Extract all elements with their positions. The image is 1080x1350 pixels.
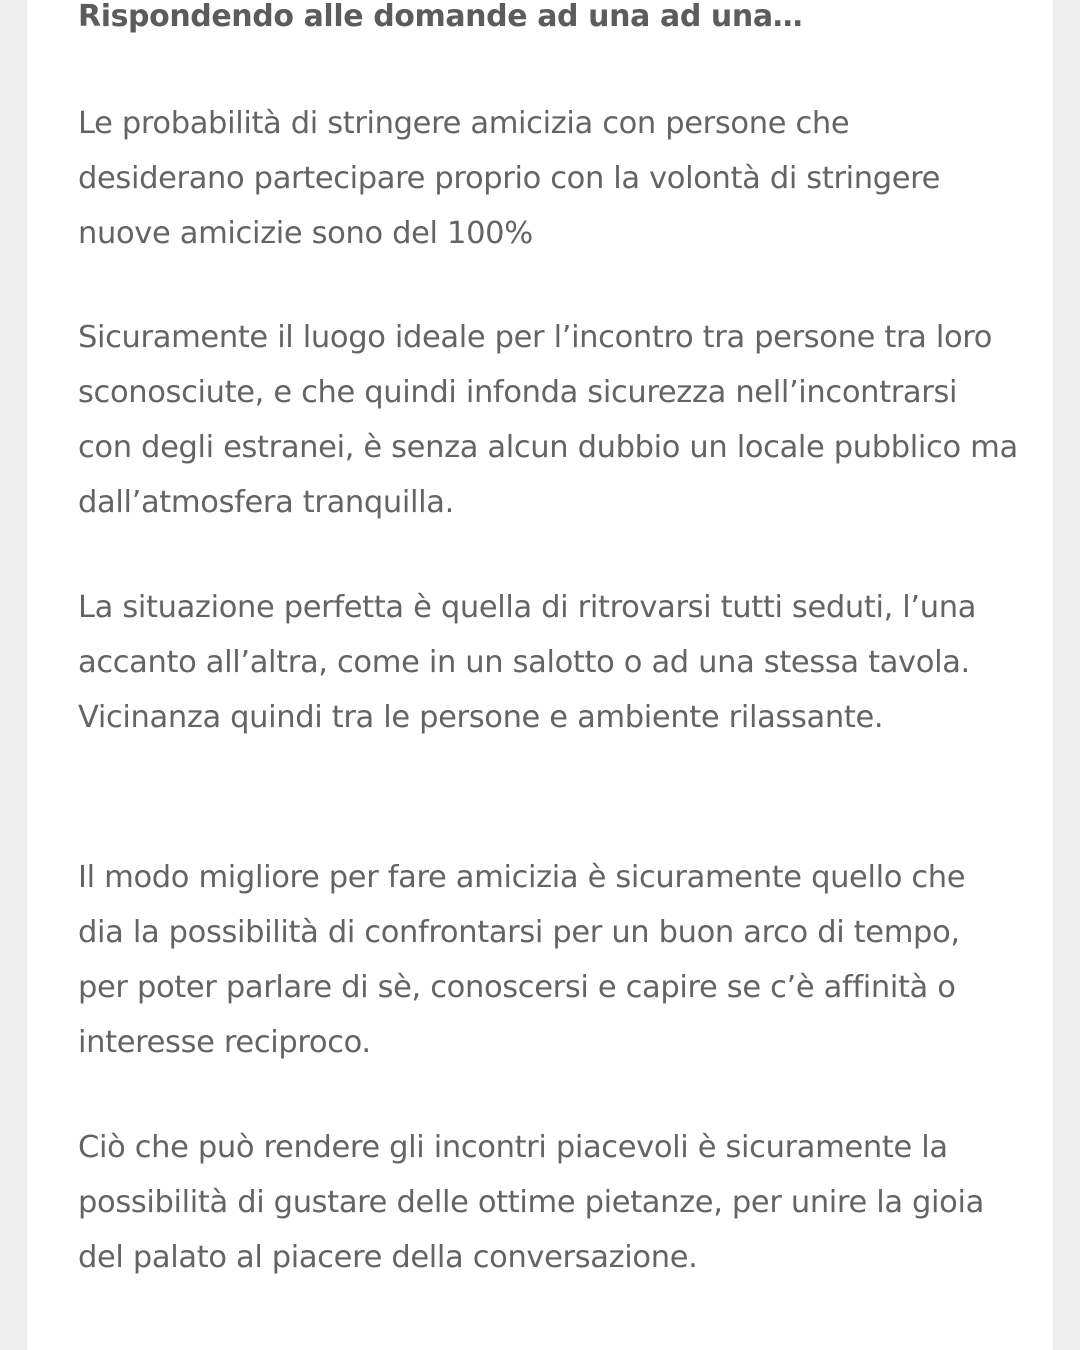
article-paragraph-5: Ciò che può rendere gli incontri piacevoli è sicuramente la possibilità di gustare delle ottime pietanze, per unire la gioia del palato al piacere della conversazione. (78, 1130, 984, 1275)
article-paragraph-1: Le probabilità di stringere amicizia con persone che desiderano partecipare proprio con la volontà di stringere nuove amicizie sono del 100% (78, 106, 941, 251)
article-paragraph-4: Il modo migliore per fare amicizia è sicuramente quello che dia la possibilità di confrontarsi per un buon arco di tempo, per poter parlare di sè, conoscersi e capire se c’è affinità o interesse reciproco. (78, 860, 966, 1060)
article-heading: Rispondendo alle domande ad una ad una… (78, 0, 803, 34)
article-paragraph-3: La situazione perfetta è quella di ritrovarsi tutti seduti, l’una accanto all’altra, come in un salotto o ad una stessa tavola. Vicinanza quindi tra le persone e ambiente rilassante. (78, 590, 977, 735)
article-paragraph-2: Sicuramente il luogo ideale per l’incontro tra persone tra loro sconosciute, e che quindi infonda sicurezza nell’incontrarsi con degli estranei, è senza alcun dubbio un locale pubblico ma dall’atmosfera tranquilla. (78, 320, 1018, 520)
